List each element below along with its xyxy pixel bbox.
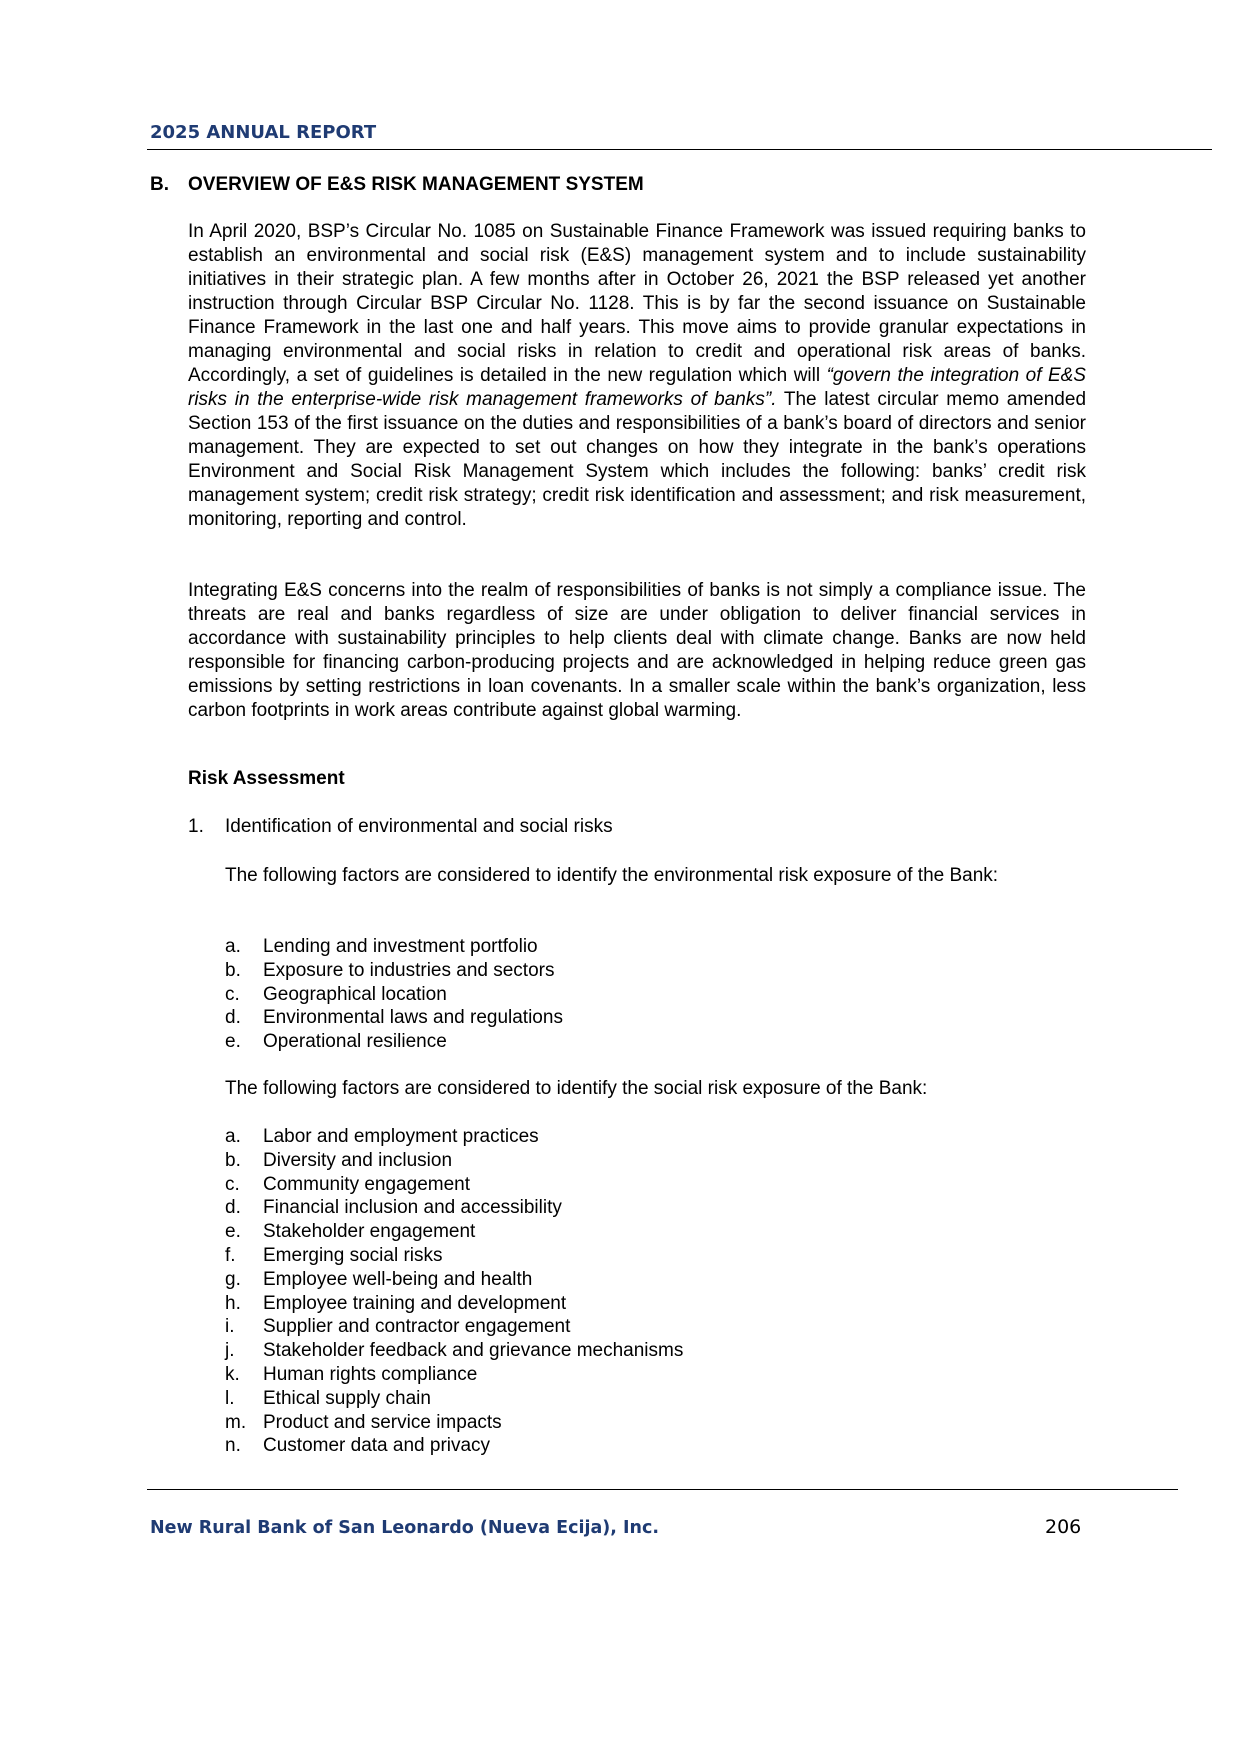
item-number: 1. [188,816,204,837]
environmental-factors-list [225,935,563,1054]
list-item-letter: e. [225,1031,241,1053]
list-item-letter: a. [225,1126,241,1147]
list-item-text: Diversity and inclusion [263,1149,453,1171]
list-item-text: Emerging social risks [263,1244,443,1266]
list-item-letter: c. [225,983,240,1005]
list-item-letter: d. [225,1197,241,1219]
section-title: OVERVIEW OF E&S RISK MANAGEMENT SYSTEM [188,174,644,195]
list-item-text: Employee well-being and health [263,1268,533,1290]
list-item [225,1434,683,1458]
list-item-text: Employee training and development [263,1292,567,1314]
list-item [225,959,563,983]
list-item-letter: n. [225,1435,241,1457]
list-item-text: Operational resilience [263,1031,447,1053]
list-item-letter: h. [225,1292,241,1314]
list-item-letter: g. [225,1268,241,1290]
footer-company-name: New Rural Bank of San Leonardo (Nueva Ecija), Inc. [150,1518,659,1538]
list-item-letter: j. [225,1340,235,1362]
social-factors-list [225,1125,683,1458]
list-item-text: Product and service impacts [263,1411,502,1433]
list-item-text: Financial inclusion and accessibility [263,1197,562,1219]
list-item [225,1363,683,1387]
list-item-letter: e. [225,1221,241,1243]
list-item-text: Environmental laws and regulations [263,1007,563,1029]
list-item-text: Stakeholder engagement [263,1221,476,1243]
section-heading [150,174,644,196]
list-item-text: Customer data and privacy [263,1435,491,1457]
list-item-letter: d. [225,1007,241,1029]
list-item [225,1268,683,1292]
list-item [225,935,563,959]
list-item-letter: i. [225,1316,235,1338]
social-factors-intro: The following factors are considered to identify the social risk exposure of the Bank: [225,1078,928,1099]
paragraph-sustainable-finance [188,220,1086,532]
list-item-letter: f. [225,1244,236,1266]
paragraph1-text-after: The latest circular memo amended Section 153 of the first issuance on the duties and responsibilities of a bank’s board of directors and senior management. They are expected to set out changes on how they integrate in the bank’s operations Environment and Social Risk Management System which includes the following: banks’ credit risk management system; credit risk strategy; credit risk identification and assessment; and risk measurement, monitoring, reporting and control. [188,389,1087,530]
list-item [225,1149,683,1173]
paragraph-integrating-es: Integrating E&S concerns into the realm of responsibilities of banks is not simply a compliance issue. The threats are real and banks regardless of size are under obligation to deliver financial services in accordance with sustainability principles to help clients deal with climate change. Banks are now held responsible for financing carbon-producing projects and are acknowledged in helping reduce green gas emissions by setting restrictions in loan covenants. In a smaller scale within the bank’s organization, less carbon footprints in work areas contribute against global warming. [188,580,1086,721]
list-item-letter: l. [225,1387,235,1409]
list-item [225,1292,683,1316]
list-item [225,1220,683,1244]
list-item-letter: b. [225,1149,241,1171]
list-item-text: Stakeholder feedback and grievance mechanisms [263,1340,684,1362]
list-item [225,1244,683,1268]
list-item-text: Human rights compliance [263,1363,478,1385]
list-item-text: Labor and employment practices [263,1126,539,1147]
list-item-letter: c. [225,1173,240,1195]
item-title: Identification of environmental and social risks [225,816,613,837]
list-item-text: Ethical supply chain [263,1387,431,1409]
environmental-factors-intro: The following factors are considered to identify the environmental risk exposure of the Bank: [225,865,999,886]
header-divider [147,149,1212,150]
risk-assessment-heading: Risk Assessment [188,768,345,789]
numbered-item-identification [188,816,613,838]
page-number: 206 [1045,1516,1082,1538]
list-item-text: Exposure to industries and sectors [263,959,555,981]
list-item [225,1125,683,1149]
list-item-letter: m. [225,1411,247,1433]
section-letter: B. [150,174,169,195]
list-item [225,1315,683,1339]
list-item [225,983,563,1007]
list-item [225,1387,683,1411]
report-header-title: 2025 ANNUAL REPORT [150,122,377,143]
paragraph1-text-before: In April 2020, BSP’s Circular No. 1085 on Sustainable Finance Framework was issued requiring banks to establish an environmental and social risk (E&S) management system and to include sustainability initiatives in their strategic plan. A few months after in October 26, 2021 the BSP released yet another instruction through Circular BSP Circular No. 1128. This is by far the second issuance on Sustainable Finance Framework in the last one and half years. This move aims to provide granular expectations in managing environmental and social risks in relation to credit and operational risk areas of banks. Accordingly, a set of guidelines is detailed in the new regulation which will [188,221,1086,386]
list-item-text: Lending and investment portfolio [263,936,538,957]
list-item-letter: b. [225,959,241,981]
list-item [225,1339,683,1363]
list-item-letter: k. [225,1363,240,1385]
list-item-letter: a. [225,936,241,957]
list-item-text: Community engagement [263,1173,470,1195]
list-item [225,1411,683,1435]
list-item [225,1196,683,1220]
footer-divider [147,1489,1178,1490]
list-item [225,1030,563,1054]
list-item-text: Supplier and contractor engagement [263,1316,571,1338]
list-item [225,1006,563,1030]
list-item [225,1173,683,1197]
list-item-text: Geographical location [263,983,447,1005]
paragraph1-quote: “govern the integration of E&S risks in the enterprise-wide risk management frameworks of banks”. [188,365,1086,410]
